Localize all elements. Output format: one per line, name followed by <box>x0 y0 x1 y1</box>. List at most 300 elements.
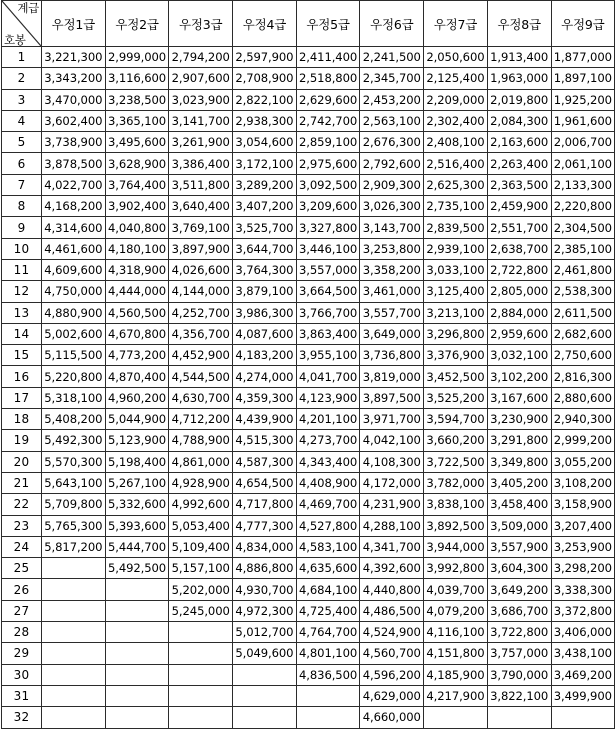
salary-cell-empty <box>551 707 615 728</box>
salary-cell: 5,709,800 <box>42 494 106 515</box>
salary-cell-empty <box>233 707 297 728</box>
salary-cell: 3,438,100 <box>551 643 615 664</box>
salary-cell: 5,643,100 <box>42 472 106 493</box>
salary-cell: 4,777,300 <box>233 515 297 536</box>
salary-cell: 5,202,000 <box>169 579 233 600</box>
salary-cell-empty <box>105 707 169 728</box>
salary-cell: 2,518,800 <box>296 68 360 89</box>
table-row <box>2 110 615 131</box>
salary-cell: 4,515,300 <box>233 430 297 451</box>
step-number-cell: 11 <box>2 259 42 280</box>
step-axis-label: 호봉 <box>4 32 26 47</box>
salary-cell-empty <box>42 707 106 728</box>
salary-cell: 2,939,100 <box>424 238 488 259</box>
salary-cell: 3,406,000 <box>551 622 615 643</box>
step-number-cell: 3 <box>2 89 42 110</box>
salary-cell: 4,635,600 <box>296 558 360 579</box>
salary-cell: 3,296,800 <box>424 323 488 344</box>
table-row <box>2 472 615 493</box>
salary-cell: 3,221,300 <box>42 47 106 68</box>
salary-cell: 5,044,900 <box>105 409 169 430</box>
salary-cell: 2,163,600 <box>487 132 551 153</box>
step-number-cell: 4 <box>2 110 42 131</box>
salary-cell: 3,757,000 <box>487 643 551 664</box>
salary-cell-empty <box>42 600 106 621</box>
salary-cell: 2,638,700 <box>487 238 551 259</box>
salary-cell: 2,050,600 <box>424 47 488 68</box>
salary-cell: 3,458,400 <box>487 494 551 515</box>
salary-cell: 4,343,400 <box>296 451 360 472</box>
salary-cell: 1,925,200 <box>551 89 615 110</box>
salary-cell: 5,049,600 <box>233 643 297 664</box>
salary-cell: 3,879,100 <box>233 281 297 302</box>
table-row <box>2 68 615 89</box>
salary-cell: 3,594,700 <box>424 409 488 430</box>
salary-cell: 4,469,700 <box>296 494 360 515</box>
salary-cell: 4,834,000 <box>233 536 297 557</box>
salary-cell: 5,157,100 <box>169 558 233 579</box>
salary-cell: 2,880,600 <box>551 387 615 408</box>
salary-cell: 4,022,700 <box>42 174 106 195</box>
salary-cell: 2,999,200 <box>551 430 615 451</box>
salary-cell: 2,682,600 <box>551 323 615 344</box>
salary-cell: 2,884,000 <box>487 302 551 323</box>
salary-cell: 4,252,700 <box>169 302 233 323</box>
salary-cell-empty <box>42 664 106 685</box>
salary-cell: 3,495,600 <box>105 132 169 153</box>
salary-cell: 3,897,900 <box>169 238 233 259</box>
salary-cell-empty <box>169 664 233 685</box>
salary-cell: 3,327,800 <box>296 217 360 238</box>
salary-cell: 4,356,700 <box>169 323 233 344</box>
salary-cell: 3,557,900 <box>487 536 551 557</box>
salary-cell: 2,794,200 <box>169 47 233 68</box>
salary-cell: 4,026,600 <box>169 259 233 280</box>
salary-cell: 3,143,700 <box>360 217 424 238</box>
salary-cell: 2,822,100 <box>233 89 297 110</box>
salary-cell: 4,725,400 <box>296 600 360 621</box>
salary-cell: 3,452,500 <box>424 366 488 387</box>
salary-cell: 4,444,000 <box>105 281 169 302</box>
salary-cell: 3,738,900 <box>42 132 106 153</box>
salary-cell-empty <box>105 664 169 685</box>
salary-cell: 5,492,300 <box>42 430 106 451</box>
salary-cell-empty <box>169 685 233 706</box>
salary-cell: 3,376,900 <box>424 345 488 366</box>
salary-cell: 4,861,000 <box>169 451 233 472</box>
salary-cell: 2,839,500 <box>424 217 488 238</box>
salary-cell: 3,261,900 <box>169 132 233 153</box>
salary-cell: 4,039,700 <box>424 579 488 600</box>
salary-cell: 4,764,700 <box>296 622 360 643</box>
salary-cell: 2,304,500 <box>551 217 615 238</box>
table-row <box>2 409 615 430</box>
salary-cell: 4,596,200 <box>360 664 424 685</box>
salary-cell: 4,670,800 <box>105 323 169 344</box>
salary-cell: 2,263,400 <box>487 153 551 174</box>
step-number-cell: 9 <box>2 217 42 238</box>
salary-cell: 4,217,900 <box>424 685 488 706</box>
salary-cell: 3,338,300 <box>551 579 615 600</box>
step-number-cell: 30 <box>2 664 42 685</box>
salary-cell: 2,597,900 <box>233 47 297 68</box>
salary-cell: 3,298,200 <box>551 558 615 579</box>
salary-cell: 5,109,400 <box>169 536 233 557</box>
salary-cell: 4,544,500 <box>169 366 233 387</box>
salary-cell: 4,273,700 <box>296 430 360 451</box>
salary-cell-empty <box>105 622 169 643</box>
table-row <box>2 89 615 110</box>
step-number-cell: 25 <box>2 558 42 579</box>
step-number-cell: 14 <box>2 323 42 344</box>
table-row <box>2 451 615 472</box>
salary-cell: 2,629,600 <box>296 89 360 110</box>
step-number-cell: 15 <box>2 345 42 366</box>
salary-cell: 3,108,200 <box>551 472 615 493</box>
salary-cell: 3,897,500 <box>360 387 424 408</box>
salary-cell: 4,750,000 <box>42 281 106 302</box>
salary-cell: 5,817,200 <box>42 536 106 557</box>
salary-cell: 3,023,900 <box>169 89 233 110</box>
salary-cell: 1,897,100 <box>551 68 615 89</box>
table-row <box>2 536 615 557</box>
salary-cell: 3,628,900 <box>105 153 169 174</box>
salary-cell: 3,407,200 <box>233 196 297 217</box>
salary-cell: 3,525,200 <box>424 387 488 408</box>
salary-cell: 4,712,200 <box>169 409 233 430</box>
salary-cell: 5,267,100 <box>105 472 169 493</box>
salary-cell: 4,041,700 <box>296 366 360 387</box>
salary-cell: 4,341,700 <box>360 536 424 557</box>
rank-axis-label: 계급 <box>17 1 39 15</box>
salary-cell: 5,332,600 <box>105 494 169 515</box>
salary-cell: 3,289,200 <box>233 174 297 195</box>
table-row <box>2 707 615 728</box>
salary-cell: 4,274,000 <box>233 366 297 387</box>
salary-cell: 4,870,400 <box>105 366 169 387</box>
salary-cell: 2,363,500 <box>487 174 551 195</box>
salary-cell: 3,253,800 <box>360 238 424 259</box>
salary-cell: 3,372,800 <box>551 600 615 621</box>
salary-cell: 2,625,300 <box>424 174 488 195</box>
table-row <box>2 281 615 302</box>
salary-cell: 4,042,100 <box>360 430 424 451</box>
salary-cell: 4,960,200 <box>105 387 169 408</box>
salary-cell: 3,944,000 <box>424 536 488 557</box>
table-row <box>2 685 615 706</box>
salary-cell: 4,654,500 <box>233 472 297 493</box>
salary-cell: 4,717,800 <box>233 494 297 515</box>
salary-cell: 3,470,000 <box>42 89 106 110</box>
salary-cell: 3,971,700 <box>360 409 424 430</box>
table-row <box>2 664 615 685</box>
salary-cell: 4,288,100 <box>360 515 424 536</box>
column-header-grade-7: 우정7급 <box>424 1 488 47</box>
salary-cell: 4,587,300 <box>233 451 297 472</box>
salary-cell: 4,527,800 <box>296 515 360 536</box>
salary-cell: 5,245,000 <box>169 600 233 621</box>
salary-cell: 3,054,600 <box>233 132 297 153</box>
salary-cell: 4,660,000 <box>360 707 424 728</box>
step-number-cell: 28 <box>2 622 42 643</box>
salary-cell: 4,930,700 <box>233 579 297 600</box>
step-number-cell: 10 <box>2 238 42 259</box>
salary-cell: 2,408,100 <box>424 132 488 153</box>
salary-cell: 4,180,100 <box>105 238 169 259</box>
step-number-cell: 24 <box>2 536 42 557</box>
salary-cell: 4,560,500 <box>105 302 169 323</box>
salary-cell: 2,302,400 <box>424 110 488 131</box>
salary-cell: 5,444,700 <box>105 536 169 557</box>
table-row <box>2 153 615 174</box>
salary-cell: 4,168,200 <box>42 196 106 217</box>
table-row <box>2 600 615 621</box>
table-row <box>2 323 615 344</box>
salary-cell: 3,207,400 <box>551 515 615 536</box>
salary-cell-empty <box>42 622 106 643</box>
salary-cell: 4,440,800 <box>360 579 424 600</box>
salary-cell: 3,557,000 <box>296 259 360 280</box>
salary-cell: 2,563,100 <box>360 110 424 131</box>
salary-cell: 2,551,700 <box>487 217 551 238</box>
salary-cell: 4,392,600 <box>360 558 424 579</box>
salary-cell: 2,999,000 <box>105 47 169 68</box>
salary-cell: 2,676,300 <box>360 132 424 153</box>
salary-cell: 3,863,400 <box>296 323 360 344</box>
salary-cell: 4,185,900 <box>424 664 488 685</box>
salary-cell: 3,358,200 <box>360 259 424 280</box>
salary-cell: 3,660,200 <box>424 430 488 451</box>
salary-cell: 4,408,900 <box>296 472 360 493</box>
salary-cell: 2,611,500 <box>551 302 615 323</box>
salary-cell: 3,102,200 <box>487 366 551 387</box>
salary-cell: 4,314,600 <box>42 217 106 238</box>
salary-cell: 4,560,700 <box>360 643 424 664</box>
salary-cell: 5,115,500 <box>42 345 106 366</box>
column-header-grade-9: 우정9급 <box>551 1 615 47</box>
table-row <box>2 515 615 536</box>
salary-cell-empty <box>233 685 297 706</box>
table-row <box>2 259 615 280</box>
salary-cell: 3,686,700 <box>487 600 551 621</box>
salary-cell: 2,538,300 <box>551 281 615 302</box>
salary-cell: 4,880,900 <box>42 302 106 323</box>
salary-cell: 3,405,200 <box>487 472 551 493</box>
salary-cell: 3,838,100 <box>424 494 488 515</box>
salary-cell: 3,291,800 <box>487 430 551 451</box>
salary-cell: 3,955,100 <box>296 345 360 366</box>
salary-cell: 3,213,100 <box>424 302 488 323</box>
salary-cell: 2,959,600 <box>487 323 551 344</box>
salary-cell: 2,453,200 <box>360 89 424 110</box>
salary-cell: 4,123,900 <box>296 387 360 408</box>
salary-cell-empty <box>42 643 106 664</box>
table-row <box>2 47 615 68</box>
table-row <box>2 132 615 153</box>
table-row <box>2 622 615 643</box>
salary-cell: 3,649,200 <box>487 579 551 600</box>
salary-cell: 3,649,000 <box>360 323 424 344</box>
salary-cell: 3,209,600 <box>296 196 360 217</box>
step-number-cell: 7 <box>2 174 42 195</box>
salary-cell: 2,816,300 <box>551 366 615 387</box>
salary-cell: 3,343,200 <box>42 68 106 89</box>
salary-cell: 2,006,700 <box>551 132 615 153</box>
salary-cell: 5,765,300 <box>42 515 106 536</box>
salary-cell: 3,125,400 <box>424 281 488 302</box>
salary-cell: 2,345,700 <box>360 68 424 89</box>
salary-table <box>1 0 615 729</box>
salary-cell-empty <box>296 685 360 706</box>
salary-cell: 1,961,600 <box>551 110 615 131</box>
salary-cell: 3,238,500 <box>105 89 169 110</box>
salary-cell: 2,061,100 <box>551 153 615 174</box>
step-number-cell: 17 <box>2 387 42 408</box>
salary-cell: 1,913,400 <box>487 47 551 68</box>
salary-cell-empty <box>105 685 169 706</box>
salary-cell: 4,040,800 <box>105 217 169 238</box>
salary-cell: 2,708,900 <box>233 68 297 89</box>
salary-cell: 4,629,000 <box>360 685 424 706</box>
salary-cell-empty <box>42 558 106 579</box>
salary-cell: 5,492,500 <box>105 558 169 579</box>
table-row <box>2 366 615 387</box>
salary-cell: 2,735,100 <box>424 196 488 217</box>
step-number-cell: 2 <box>2 68 42 89</box>
salary-cell: 2,722,800 <box>487 259 551 280</box>
salary-cell: 4,836,500 <box>296 664 360 685</box>
step-number-cell: 12 <box>2 281 42 302</box>
salary-cell: 3,172,100 <box>233 153 297 174</box>
salary-cell: 3,736,800 <box>360 345 424 366</box>
salary-cell: 3,902,400 <box>105 196 169 217</box>
salary-cell: 2,220,800 <box>551 196 615 217</box>
salary-cell-empty <box>233 664 297 685</box>
salary-cell: 3,604,300 <box>487 558 551 579</box>
salary-cell: 4,318,900 <box>105 259 169 280</box>
salary-cell: 2,084,300 <box>487 110 551 131</box>
salary-cell: 5,318,100 <box>42 387 106 408</box>
salary-cell: 3,230,900 <box>487 409 551 430</box>
salary-cell: 3,722,500 <box>424 451 488 472</box>
salary-cell: 2,019,800 <box>487 89 551 110</box>
salary-cell: 3,055,200 <box>551 451 615 472</box>
table-row <box>2 494 615 515</box>
salary-cell: 3,722,800 <box>487 622 551 643</box>
salary-cell: 4,609,600 <box>42 259 106 280</box>
header-row <box>2 1 615 47</box>
salary-cell: 2,940,300 <box>551 409 615 430</box>
step-number-cell: 21 <box>2 472 42 493</box>
salary-cell: 5,053,400 <box>169 515 233 536</box>
salary-cell: 4,144,000 <box>169 281 233 302</box>
salary-cell: 3,602,400 <box>42 110 106 131</box>
salary-cell: 3,365,100 <box>105 110 169 131</box>
salary-cell: 4,359,300 <box>233 387 297 408</box>
salary-cell: 2,907,600 <box>169 68 233 89</box>
salary-cell: 4,116,100 <box>424 622 488 643</box>
salary-cell: 2,516,400 <box>424 153 488 174</box>
table-body <box>2 47 615 729</box>
salary-cell: 3,782,000 <box>424 472 488 493</box>
salary-cell: 2,750,600 <box>551 345 615 366</box>
step-number-cell: 6 <box>2 153 42 174</box>
salary-cell: 4,151,800 <box>424 643 488 664</box>
salary-cell: 4,801,100 <box>296 643 360 664</box>
salary-cell: 3,525,700 <box>233 217 297 238</box>
salary-cell: 3,764,400 <box>105 174 169 195</box>
salary-cell-empty <box>42 579 106 600</box>
salary-cell-empty <box>105 643 169 664</box>
salary-cell: 2,209,000 <box>424 89 488 110</box>
salary-cell: 2,975,600 <box>296 153 360 174</box>
salary-cell: 3,033,100 <box>424 259 488 280</box>
table-row <box>2 643 615 664</box>
table-row <box>2 345 615 366</box>
salary-cell: 3,986,300 <box>233 302 297 323</box>
salary-cell: 5,123,900 <box>105 430 169 451</box>
salary-cell: 3,819,000 <box>360 366 424 387</box>
salary-cell: 5,408,200 <box>42 409 106 430</box>
step-number-cell: 19 <box>2 430 42 451</box>
table-row <box>2 174 615 195</box>
table-row <box>2 302 615 323</box>
step-number-cell: 18 <box>2 409 42 430</box>
step-number-cell: 32 <box>2 707 42 728</box>
salary-cell: 3,644,700 <box>233 238 297 259</box>
table-header <box>2 1 615 47</box>
salary-cell: 4,108,300 <box>360 451 424 472</box>
salary-cell: 3,992,800 <box>424 558 488 579</box>
salary-cell: 4,972,300 <box>233 600 297 621</box>
salary-cell: 3,092,500 <box>296 174 360 195</box>
salary-cell: 2,125,400 <box>424 68 488 89</box>
column-header-grade-8: 우정8급 <box>487 1 551 47</box>
salary-cell: 3,386,400 <box>169 153 233 174</box>
salary-cell: 4,201,100 <box>296 409 360 430</box>
salary-cell: 5,570,300 <box>42 451 106 472</box>
salary-cell: 2,133,300 <box>551 174 615 195</box>
salary-cell: 4,524,900 <box>360 622 424 643</box>
salary-cell: 3,116,600 <box>105 68 169 89</box>
corner-header-cell <box>2 1 42 47</box>
step-number-cell: 31 <box>2 685 42 706</box>
salary-cell-empty <box>487 707 551 728</box>
salary-cell: 4,231,900 <box>360 494 424 515</box>
salary-cell: 2,805,000 <box>487 281 551 302</box>
salary-cell-empty <box>296 707 360 728</box>
salary-cell: 3,766,700 <box>296 302 360 323</box>
table-row <box>2 238 615 259</box>
salary-cell: 3,509,000 <box>487 515 551 536</box>
table-row <box>2 430 615 451</box>
salary-cell: 5,002,600 <box>42 323 106 344</box>
step-number-cell: 8 <box>2 196 42 217</box>
salary-cell: 3,499,900 <box>551 685 615 706</box>
step-number-cell: 20 <box>2 451 42 472</box>
column-header-grade-5: 우정5급 <box>296 1 360 47</box>
salary-cell: 3,446,100 <box>296 238 360 259</box>
step-number-cell: 5 <box>2 132 42 153</box>
salary-cell: 3,253,900 <box>551 536 615 557</box>
salary-cell: 2,909,300 <box>360 174 424 195</box>
salary-cell: 4,452,900 <box>169 345 233 366</box>
salary-cell: 2,792,600 <box>360 153 424 174</box>
salary-cell: 4,439,900 <box>233 409 297 430</box>
salary-cell: 2,938,300 <box>233 110 297 131</box>
salary-cell: 2,859,100 <box>296 132 360 153</box>
salary-cell: 3,026,300 <box>360 196 424 217</box>
